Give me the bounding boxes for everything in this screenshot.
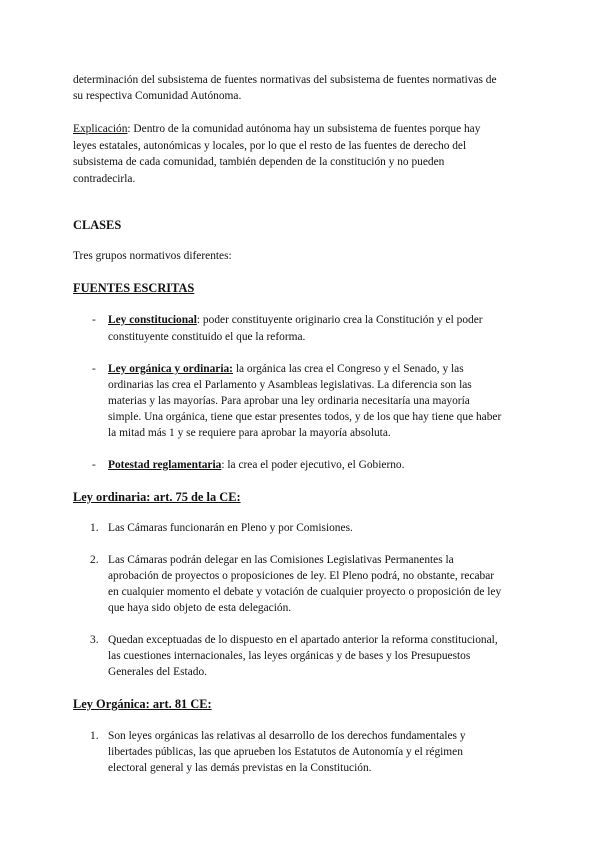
list-number: 3.	[90, 634, 99, 646]
list-item: Las Cámaras podrán delegar en las Comisiones Legislativas Permanentes la	[108, 554, 454, 566]
bullet-item-potestad-reglamentaria: Potestad reglamentaria: la crea el poder ejecutivo, el Gobierno.	[108, 459, 405, 471]
explicacion-line-2: leyes estatales, autonómicas y locales, por lo que el resto de las fuentes de derecho del	[73, 140, 467, 152]
list-item-line: las cuestiones internacionales, las leyes orgánicas y de bases y los Presupuestos	[108, 650, 471, 662]
list-item: Quedan exceptuadas de lo dispuesto en el apartado anterior la reforma constitucional,	[108, 634, 498, 646]
list-item: Las Cámaras funcionarán en Pleno y por Comisiones.	[108, 522, 353, 534]
bullet-line: materias y las mayorías. Para aprobar una ley ordinaria necesitaría una mayoría	[108, 395, 470, 407]
bullet-term: Ley constitucional	[108, 314, 197, 326]
list-number: 1.	[90, 522, 99, 534]
bullet-marker: -	[92, 314, 96, 326]
fuentes-escritas-heading: FUENTES ESCRITAS	[73, 281, 195, 295]
list-item: Son leyes orgánicas las relativas al desarrollo de los derechos fundamentales y	[108, 730, 466, 742]
bullet-line: simple. Una orgánica, tiene que estar presentes todos, y de los que hay tiene que haber	[108, 411, 502, 423]
intro-line-1: determinación del subsistema de fuentes normativas del subsistema de fuentes normativas de	[73, 74, 497, 86]
bullet-term: Ley orgánica y ordinaria:	[108, 363, 233, 375]
explicacion-text: : Dentro de la comunidad autónoma hay un subsistema de fuentes porque hay	[127, 123, 481, 135]
clases-subtitle: Tres grupos normativos diferentes:	[73, 250, 232, 262]
bullet-marker: -	[92, 459, 96, 471]
explicacion-line-4: contradecirla.	[73, 173, 136, 185]
list-item-line: libertades públicas, las que aprueben los Estatutos de Autonomía y el régimen	[108, 746, 463, 758]
bullet-line: ordinarias las crea el Parlamento y Asambleas legislativas. La diferencia son las	[108, 379, 472, 391]
bullet-item-ley-constitucional: Ley constitucional: poder constituyente originario crea la Constitución y el poder	[108, 314, 483, 326]
list-item-line: electoral general y las demás previstas en la Constitución.	[108, 762, 372, 774]
explicacion-line-3: subsistema de cada comunidad, también dependen de la constitución y no pueden	[73, 156, 445, 168]
list-number: 2.	[90, 554, 99, 566]
intro-line-2: su respectiva Comunidad Autónoma.	[73, 90, 242, 102]
bullet-line: la mitad más 1 y se requiere para aprobar la mayoría absoluta.	[108, 427, 391, 439]
explicacion-line-1	[73, 122, 480, 136]
list-item-line: que haya sido objeto de esta delegación.	[108, 602, 292, 614]
bullet-term: Potestad reglamentaria	[108, 459, 222, 471]
list-item-line: Generales del Estado.	[108, 666, 207, 678]
list-item-line: aprobación de proyectos o proposiciones de ley. El Pleno podrá, no obstante, recabar	[108, 570, 495, 582]
ley-ordinaria-heading: Ley ordinaria: art. 75 de la CE:	[73, 490, 241, 504]
bullet-line: constituyente constituido el que la reforma.	[108, 331, 306, 343]
list-item-line: en cualquier momento el debate y votación de cualquier proyecto o proposición de ley	[108, 586, 502, 598]
list-number: 1.	[90, 730, 99, 742]
clases-heading: CLASES	[73, 218, 122, 232]
bullet-marker: -	[92, 363, 96, 375]
bullet-item-ley-organica-ordinaria: Ley orgánica y ordinaria: la orgánica las crea el Congreso y el Senado, y las	[108, 363, 464, 375]
ley-organica-heading: Ley Orgánica: art. 81 CE:	[73, 697, 212, 711]
explicacion-label: Explicación	[73, 123, 128, 135]
